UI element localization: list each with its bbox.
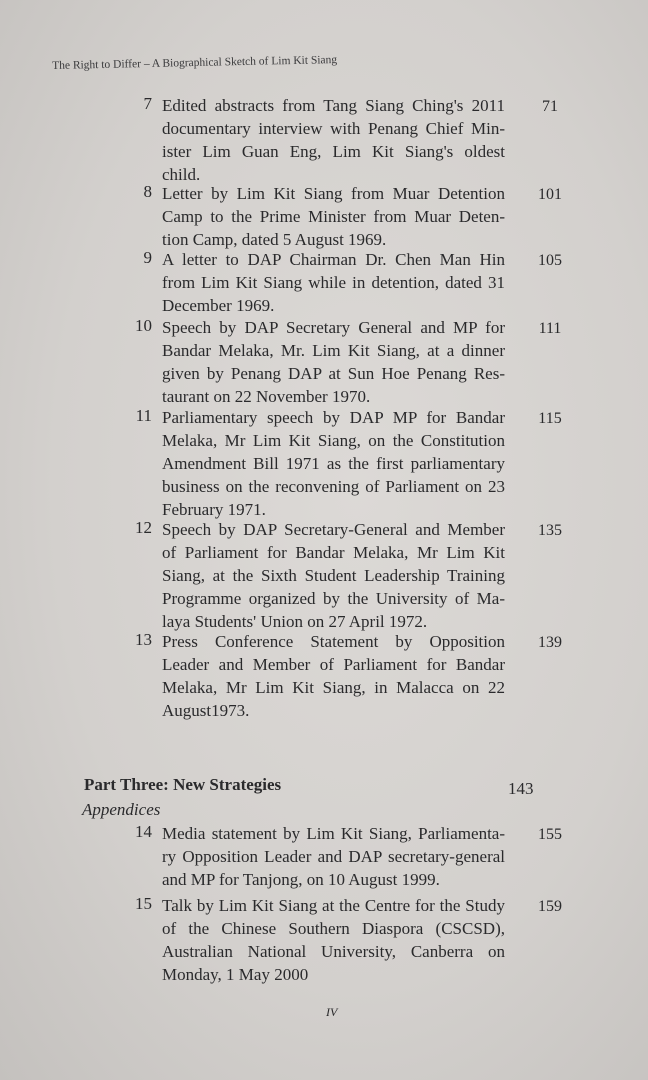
entry-line: Bandar Melaka, Mr. Lim Kit Siang, at a dinner [162, 341, 505, 360]
entry-text [162, 316, 505, 408]
entry-text [162, 182, 505, 251]
entry-line: laya Students' Union on 27 April 1972. [162, 612, 428, 631]
running-header: The Right to Differ – A Biographical Sketch of Lim Kit Siang [52, 54, 338, 72]
entry-line: December 1969. [162, 296, 275, 315]
entry-number: 8 [143, 182, 152, 201]
appendices-label: Appendices [82, 800, 161, 819]
entry-line: Press Conference Statement by Opposition [162, 632, 505, 651]
entry-number: 12 [135, 518, 152, 537]
entry-number: 13 [135, 630, 152, 649]
entry-line: February 1971. [162, 500, 266, 519]
entry-line: Camp to the Prime Minister from Muar Deten- [162, 207, 505, 226]
entry-line: of Parliament for Bandar Melaka, Mr Lim Kit [162, 543, 505, 562]
entry-page-number: 115 [538, 410, 562, 427]
entry-line: Speech by DAP Secretary General and MP for [162, 318, 505, 337]
entry-line: from Lim Kit Siang while in detention, dated 31 [162, 273, 505, 292]
part-page-number: 143 [508, 779, 534, 798]
entry-line: Letter by Lim Kit Siang from Muar Detention [162, 184, 505, 203]
entry-page-number: 101 [538, 186, 562, 203]
entry-line: given by Penang DAP at Sun Hoe Penang Res- [162, 364, 505, 383]
entry-text [162, 248, 505, 317]
entry-line: taurant on 22 November 1970. [162, 387, 371, 406]
page-folio: IV [326, 1005, 338, 1019]
entry-page-number: 105 [538, 252, 562, 269]
entry-line: Edited abstracts from Tang Siang Ching's 2011 [162, 96, 505, 115]
entry-line: ister Lim Guan Eng, Lim Kit Siang's oldest [162, 142, 505, 161]
entry-text [162, 94, 505, 186]
entry-number: 10 [135, 316, 152, 335]
entry-text [162, 406, 505, 521]
entry-line: Monday, 1 May 2000 [162, 965, 309, 984]
entry-line: Media statement by Lim Kit Siang, Parliamenta- [162, 824, 505, 843]
entry-page-number: 111 [538, 320, 562, 337]
entry-text [162, 894, 505, 986]
entry-line: and MP for Tanjong, on 10 August 1999. [162, 870, 440, 889]
entry-number: 9 [143, 248, 152, 267]
entry-line: child. [162, 165, 201, 184]
entry-page-number: 71 [542, 98, 558, 115]
entry-line: August1973. [162, 701, 250, 720]
entry-page-number: 139 [538, 634, 562, 651]
entry-line: Melaka, Mr Lim Kit Siang, in Malacca on 22 [162, 678, 505, 697]
entry-line: Amendment Bill 1971 as the first parliamentary [162, 454, 505, 473]
entry-line: Leader and Member of Parliament for Bandar [162, 655, 505, 674]
entry-line: ry Opposition Leader and DAP secretary-general [162, 847, 505, 866]
entry-line: Siang, at the Sixth Student Leadership Training [162, 566, 505, 585]
entry-line: Speech by DAP Secretary-General and Member [162, 520, 505, 539]
entry-page-number: 155 [538, 826, 562, 843]
part-heading: Part Three: New Strategies [84, 775, 282, 794]
entry-text [162, 518, 505, 633]
entry-page-number: 135 [538, 522, 562, 539]
entry-line: A letter to DAP Chairman Dr. Chen Man Hin [162, 250, 505, 269]
entry-text [162, 630, 505, 722]
entry-number: 7 [143, 94, 152, 113]
entry-page-number: 159 [538, 898, 562, 915]
entry-line: Parliamentary speech by DAP MP for Bandar [162, 408, 505, 427]
entry-line: tion Camp, dated 5 August 1969. [162, 230, 387, 249]
entry-line: Talk by Lim Kit Siang at the Centre for the Study [162, 896, 505, 915]
entry-line: of the Chinese Southern Diaspora (CSCSD), [162, 919, 505, 938]
entry-line: documentary interview with Penang Chief Min- [162, 119, 505, 138]
entry-line: Programme organized by the University of Ma- [162, 589, 505, 608]
entry-text [162, 822, 505, 891]
entry-line: Melaka, Mr Lim Kit Siang, on the Constitution [162, 431, 505, 450]
entry-number: 14 [135, 822, 152, 841]
entry-number: 15 [135, 894, 152, 913]
entry-line: Australian National University, Canberra on [162, 942, 505, 961]
entry-number: 11 [135, 406, 152, 425]
entry-line: business on the reconvening of Parliament on 23 [162, 477, 505, 496]
